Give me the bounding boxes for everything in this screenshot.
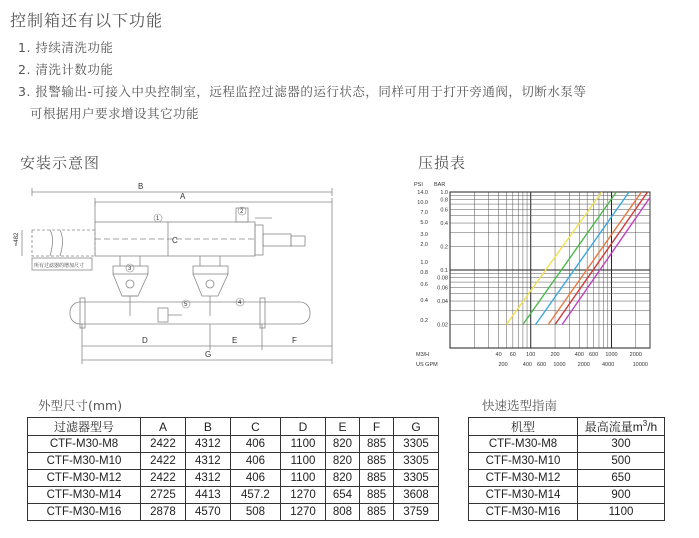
table-row bbox=[28, 487, 439, 504]
dimensions-header-row bbox=[28, 418, 439, 436]
value-cell: 808 bbox=[325, 504, 359, 521]
table-row bbox=[28, 453, 439, 470]
pressure-loss-chart bbox=[414, 176, 664, 378]
value-cell: 406 bbox=[230, 453, 280, 470]
dim-header-g: G bbox=[394, 418, 439, 436]
tick-label-bar: 0.2 bbox=[440, 244, 448, 251]
tick-label-gpm: 600 bbox=[536, 362, 547, 368]
value-cell: 4312 bbox=[185, 470, 230, 487]
value-cell: 1100 bbox=[281, 436, 326, 453]
dimensions-title: 外型尺寸(mm) bbox=[38, 398, 123, 413]
dimensions-table bbox=[27, 417, 439, 521]
selection-title: 快速选型指南 bbox=[482, 398, 558, 413]
callout-2: 2 bbox=[240, 209, 244, 215]
tick-label-m3h: 400 bbox=[574, 352, 584, 358]
flow-cell: 900 bbox=[578, 487, 665, 504]
callout-3: 3 bbox=[128, 266, 132, 272]
tick-label-m3h: 200 bbox=[550, 352, 560, 358]
tick-label-gpm: 10000 bbox=[632, 362, 648, 368]
intro-item-1: 1. 持续清洗功能 bbox=[18, 40, 114, 55]
model-cell: CTF-M30-M8 bbox=[469, 436, 578, 453]
model-cell: CTF-M30-M16 bbox=[469, 504, 578, 521]
flow-cell: 650 bbox=[578, 470, 665, 487]
flow-cell: 1100 bbox=[578, 504, 665, 521]
dim-header-e: E bbox=[325, 418, 359, 436]
value-cell: 2422 bbox=[141, 470, 186, 487]
value-cell: 508 bbox=[230, 504, 280, 521]
value-cell: 654 bbox=[325, 487, 359, 504]
axis-label-bar: BAR bbox=[434, 182, 446, 188]
value-cell: 820 bbox=[325, 470, 359, 487]
model-cell: CTF-M30-M10 bbox=[469, 453, 578, 470]
intro-item-3: 3. 报警输出-可接入中央控制室，远程监控过滤器的运行状态，同样可用于打开旁通阀，切断水泵等 bbox=[18, 84, 587, 99]
dim-label-f: F bbox=[292, 336, 297, 345]
value-cell: 3608 bbox=[394, 487, 439, 504]
axis-label-gpm: US GPM bbox=[416, 362, 438, 368]
value-cell: 3305 bbox=[394, 470, 439, 487]
tick-label-psi: 0.6 bbox=[420, 282, 428, 288]
tick-label-bar: 0.1 bbox=[440, 268, 448, 274]
dim-label-b: B bbox=[138, 182, 144, 191]
tick-label-m3h: 100 bbox=[526, 352, 536, 358]
dim-label-e: E bbox=[232, 336, 238, 345]
value-cell: 4413 bbox=[185, 487, 230, 504]
value-cell: 4312 bbox=[185, 453, 230, 470]
value-cell: 2422 bbox=[141, 453, 186, 470]
value-cell: 4312 bbox=[185, 436, 230, 453]
tick-label-psi: 2.0 bbox=[420, 242, 428, 248]
tick-label-gpm: 2000 bbox=[577, 362, 590, 368]
dim-header-f: F bbox=[360, 418, 394, 436]
intro-note: 可根据用户要求增设其它功能 bbox=[30, 106, 200, 121]
value-cell: 457.2 bbox=[230, 487, 280, 504]
dim-label-a: A bbox=[180, 192, 186, 201]
value-cell: 3305 bbox=[394, 453, 439, 470]
value-cell: 2725 bbox=[141, 487, 186, 504]
flow-cell: 300 bbox=[578, 436, 665, 453]
tick-label-psi: 10.0 bbox=[417, 200, 428, 206]
value-cell: 820 bbox=[325, 453, 359, 470]
model-cell: CTF-M30-M14 bbox=[28, 487, 141, 504]
tick-label-m3h: 60 bbox=[509, 352, 516, 358]
model-cell: CTF-M30-M10 bbox=[28, 453, 141, 470]
table-row bbox=[469, 487, 665, 504]
model-cell: CTF-M30-M14 bbox=[469, 487, 578, 504]
value-cell: 885 bbox=[360, 470, 394, 487]
dim-label-c: C bbox=[172, 236, 178, 245]
selection-header-row bbox=[469, 418, 665, 436]
callout-5: 5 bbox=[184, 302, 188, 308]
model-cell: CTF-M30-M12 bbox=[469, 470, 578, 487]
model-cell: CTF-M30-M12 bbox=[28, 470, 141, 487]
tick-label-gpm: 1000 bbox=[553, 362, 566, 368]
tick-label-psi: 0.2 bbox=[420, 318, 428, 324]
tick-label-m3h: 40 bbox=[495, 352, 502, 358]
callout-4: 4 bbox=[238, 300, 242, 306]
value-cell: 885 bbox=[360, 487, 394, 504]
tick-label-bar: 0.02 bbox=[437, 322, 448, 329]
tick-label-psi: 0.4 bbox=[420, 298, 428, 304]
tick-label-psi: 14.0 bbox=[417, 190, 428, 196]
table-row bbox=[469, 470, 665, 487]
tick-label-psi: 5.0 bbox=[420, 220, 428, 226]
tick-label-psi: 7.0 bbox=[420, 210, 428, 216]
tick-label-bar: 0.6 bbox=[440, 207, 448, 214]
selection-table bbox=[468, 417, 665, 521]
intro-heading: 控制箱还有以下功能 bbox=[10, 11, 164, 30]
tick-label-psi: 0.8 bbox=[420, 270, 428, 276]
install-title: 安装示意图 bbox=[20, 154, 101, 172]
installation-diagram bbox=[10, 178, 340, 378]
value-cell: 1100 bbox=[281, 470, 326, 487]
tick-label-gpm: 4000 bbox=[601, 362, 615, 368]
dim-label-d: D bbox=[142, 336, 148, 345]
pressure-title: 压损表 bbox=[418, 154, 467, 172]
callout-1: 1 bbox=[156, 216, 160, 222]
flow-cell: 500 bbox=[578, 453, 665, 470]
table-row bbox=[469, 453, 665, 470]
table-row bbox=[469, 504, 665, 521]
value-cell: 2422 bbox=[141, 436, 186, 453]
tick-label-m3h: 2000 bbox=[629, 352, 642, 358]
value-cell: 3759 bbox=[394, 504, 439, 521]
dim-header-model: 过滤器型号 bbox=[28, 418, 141, 436]
tick-label-psi: 3.0 bbox=[420, 232, 428, 238]
dim-header-c: C bbox=[230, 418, 280, 436]
value-cell: 4570 bbox=[185, 504, 230, 521]
table-row bbox=[469, 436, 665, 453]
dim-label-g: G bbox=[205, 350, 212, 359]
intro-item-2: 2. 清洗计数功能 bbox=[18, 62, 114, 77]
value-cell: 1270 bbox=[281, 504, 326, 521]
tick-label-m3h: 600 bbox=[588, 352, 599, 358]
value-cell: 3305 bbox=[394, 436, 439, 453]
sel-header-model: 机型 bbox=[469, 418, 578, 436]
dim-header-d: D bbox=[281, 418, 326, 436]
tick-label-bar: 0.4 bbox=[440, 221, 448, 228]
model-cell: CTF-M30-M8 bbox=[28, 436, 141, 453]
tick-label-bar: 0.8 bbox=[440, 197, 448, 204]
value-cell: 885 bbox=[360, 436, 394, 453]
dim-header-a: A bbox=[141, 418, 186, 436]
axis-label-m3h: M3/H bbox=[416, 352, 430, 358]
value-cell: 885 bbox=[360, 453, 394, 470]
axis-label-psi: PSI bbox=[414, 182, 423, 188]
tick-label-psi: 1.0 bbox=[420, 260, 428, 266]
table-row bbox=[28, 436, 439, 453]
tick-label-bar: 0.08 bbox=[437, 275, 448, 282]
sel-header-flow: 最高流量$m^3/h$ bbox=[578, 418, 665, 436]
tick-label-bar: 0.06 bbox=[437, 285, 448, 292]
box-label: 所有过滤器的增加尺寸 bbox=[34, 263, 85, 269]
value-cell: 1270 bbox=[281, 487, 326, 504]
value-cell: 820 bbox=[325, 436, 359, 453]
tick-label-bar: 0.04 bbox=[437, 299, 448, 306]
tick-label-gpm: 200 bbox=[498, 362, 508, 368]
dim-header-b: B bbox=[185, 418, 230, 436]
value-cell: 885 bbox=[360, 504, 394, 521]
side-label: ≈482 bbox=[14, 232, 20, 246]
value-cell: 1100 bbox=[281, 453, 326, 470]
table-row bbox=[28, 470, 439, 487]
tick-label-bar: 1.0 bbox=[440, 190, 448, 196]
value-cell: 2878 bbox=[141, 504, 186, 521]
value-cell: 406 bbox=[230, 470, 280, 487]
tick-label-m3h: 1000 bbox=[605, 352, 618, 358]
model-cell: CTF-M30-M16 bbox=[28, 504, 141, 521]
tick-label-gpm: 400 bbox=[522, 362, 532, 368]
value-cell: 406 bbox=[230, 436, 280, 453]
table-row bbox=[28, 504, 439, 521]
